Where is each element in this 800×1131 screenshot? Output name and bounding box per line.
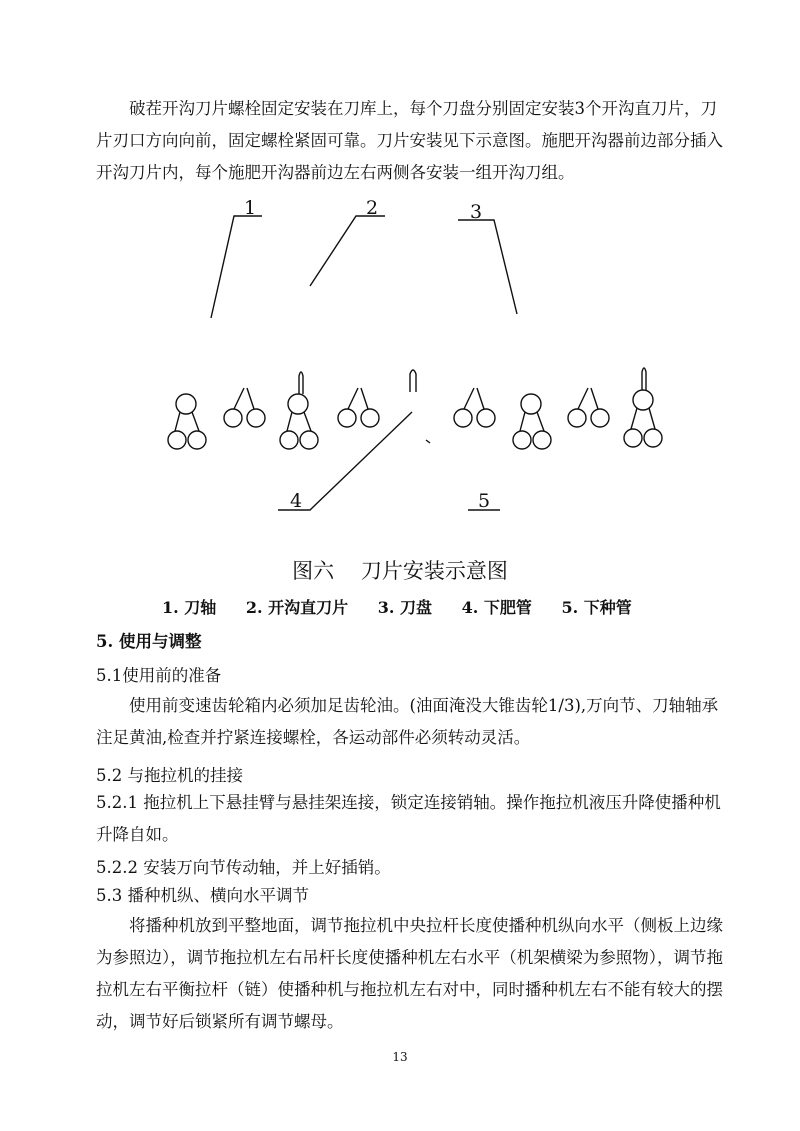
blade-installation-diagram <box>0 190 800 530</box>
legend-item: 5. 下种管 <box>561 598 632 617</box>
figure-caption: 图六 刀片安装示意图 <box>292 559 508 583</box>
blade-group-d <box>338 388 379 427</box>
label-1: 1 <box>244 197 257 219</box>
section-5-2-2-body: 5.2.2 安装万向节传动轴，并上好插销。 <box>96 858 391 877</box>
legend-item: 4. 下肥管 <box>461 598 532 617</box>
blade-group-e <box>454 388 495 427</box>
leader-line-2 <box>310 216 385 286</box>
blade-group-c <box>280 372 318 449</box>
page-number: 13 <box>392 1050 408 1064</box>
section-5-2-1-body: 5.2.1 拖拉机上下悬挂臂与悬挂架连接，锁定连接销轴。操作拖拉机液压升降使播种机升降自如。 <box>96 793 721 844</box>
legend-item: 1. 刀轴 <box>162 598 217 617</box>
center-blade <box>410 370 416 392</box>
legend-item: 2. 开沟直刀片 <box>245 598 349 617</box>
legend-item: 3. 刀盘 <box>377 598 432 617</box>
blade-group-f <box>513 394 551 449</box>
blade-group-g <box>568 388 609 427</box>
section-5-3-heading: 5.3 播种机纵、横向水平调节 <box>96 886 309 905</box>
leader-line-1 <box>211 216 262 318</box>
intro-paragraph: 破茬开沟刀片螺栓固定安装在刀库上，每个刀盘分别固定安装3个开沟直刀片，刀片刃口方向向前，固定螺栓紧固可靠。刀片安装见下示意图。施肥开沟器前边部分插入开沟刀片内，每个施肥开沟器前边左右两侧各安装一组开沟刀组。 <box>96 99 723 182</box>
blade-group-a <box>168 394 206 449</box>
label-5: 5 <box>478 490 491 512</box>
label-4: 4 <box>290 490 303 512</box>
section-5-1-heading: 5.1使用前的准备 <box>96 666 222 685</box>
label-2: 2 <box>366 197 379 219</box>
section-5-heading: 5. 使用与调整 <box>96 632 202 651</box>
section-5-3-body: 将播种机放到平整地面，调节拖拉机中央拉杆长度使播种机纵向水平（侧板上边缘为参照边），调节拖拉机左右吊杆长度使播种机左右水平（机架横梁为参照物），调节拖拉机左右平衡拉杆（链）使播种机与拖拉机左右对中，同时播种机左右不能有较大的摆动，调节好后锁紧所有调节螺母。 <box>96 916 723 1031</box>
blade-group-b <box>224 388 265 427</box>
section-5-1-body: 使用前变速齿轮箱内必须加足齿轮油。(油面淹没大锥齿轮1/3),万向节、刀轴轴承注足黄油,检查并拧紧连接螺栓，各运动部件必须转动灵活。 <box>96 696 719 747</box>
leader-line-3 <box>458 220 517 314</box>
label-3: 3 <box>470 201 483 223</box>
blade-group-h <box>624 368 662 447</box>
section-5-2-heading: 5.2 与拖拉机的挂接 <box>96 766 243 785</box>
figure-legend <box>162 595 656 618</box>
